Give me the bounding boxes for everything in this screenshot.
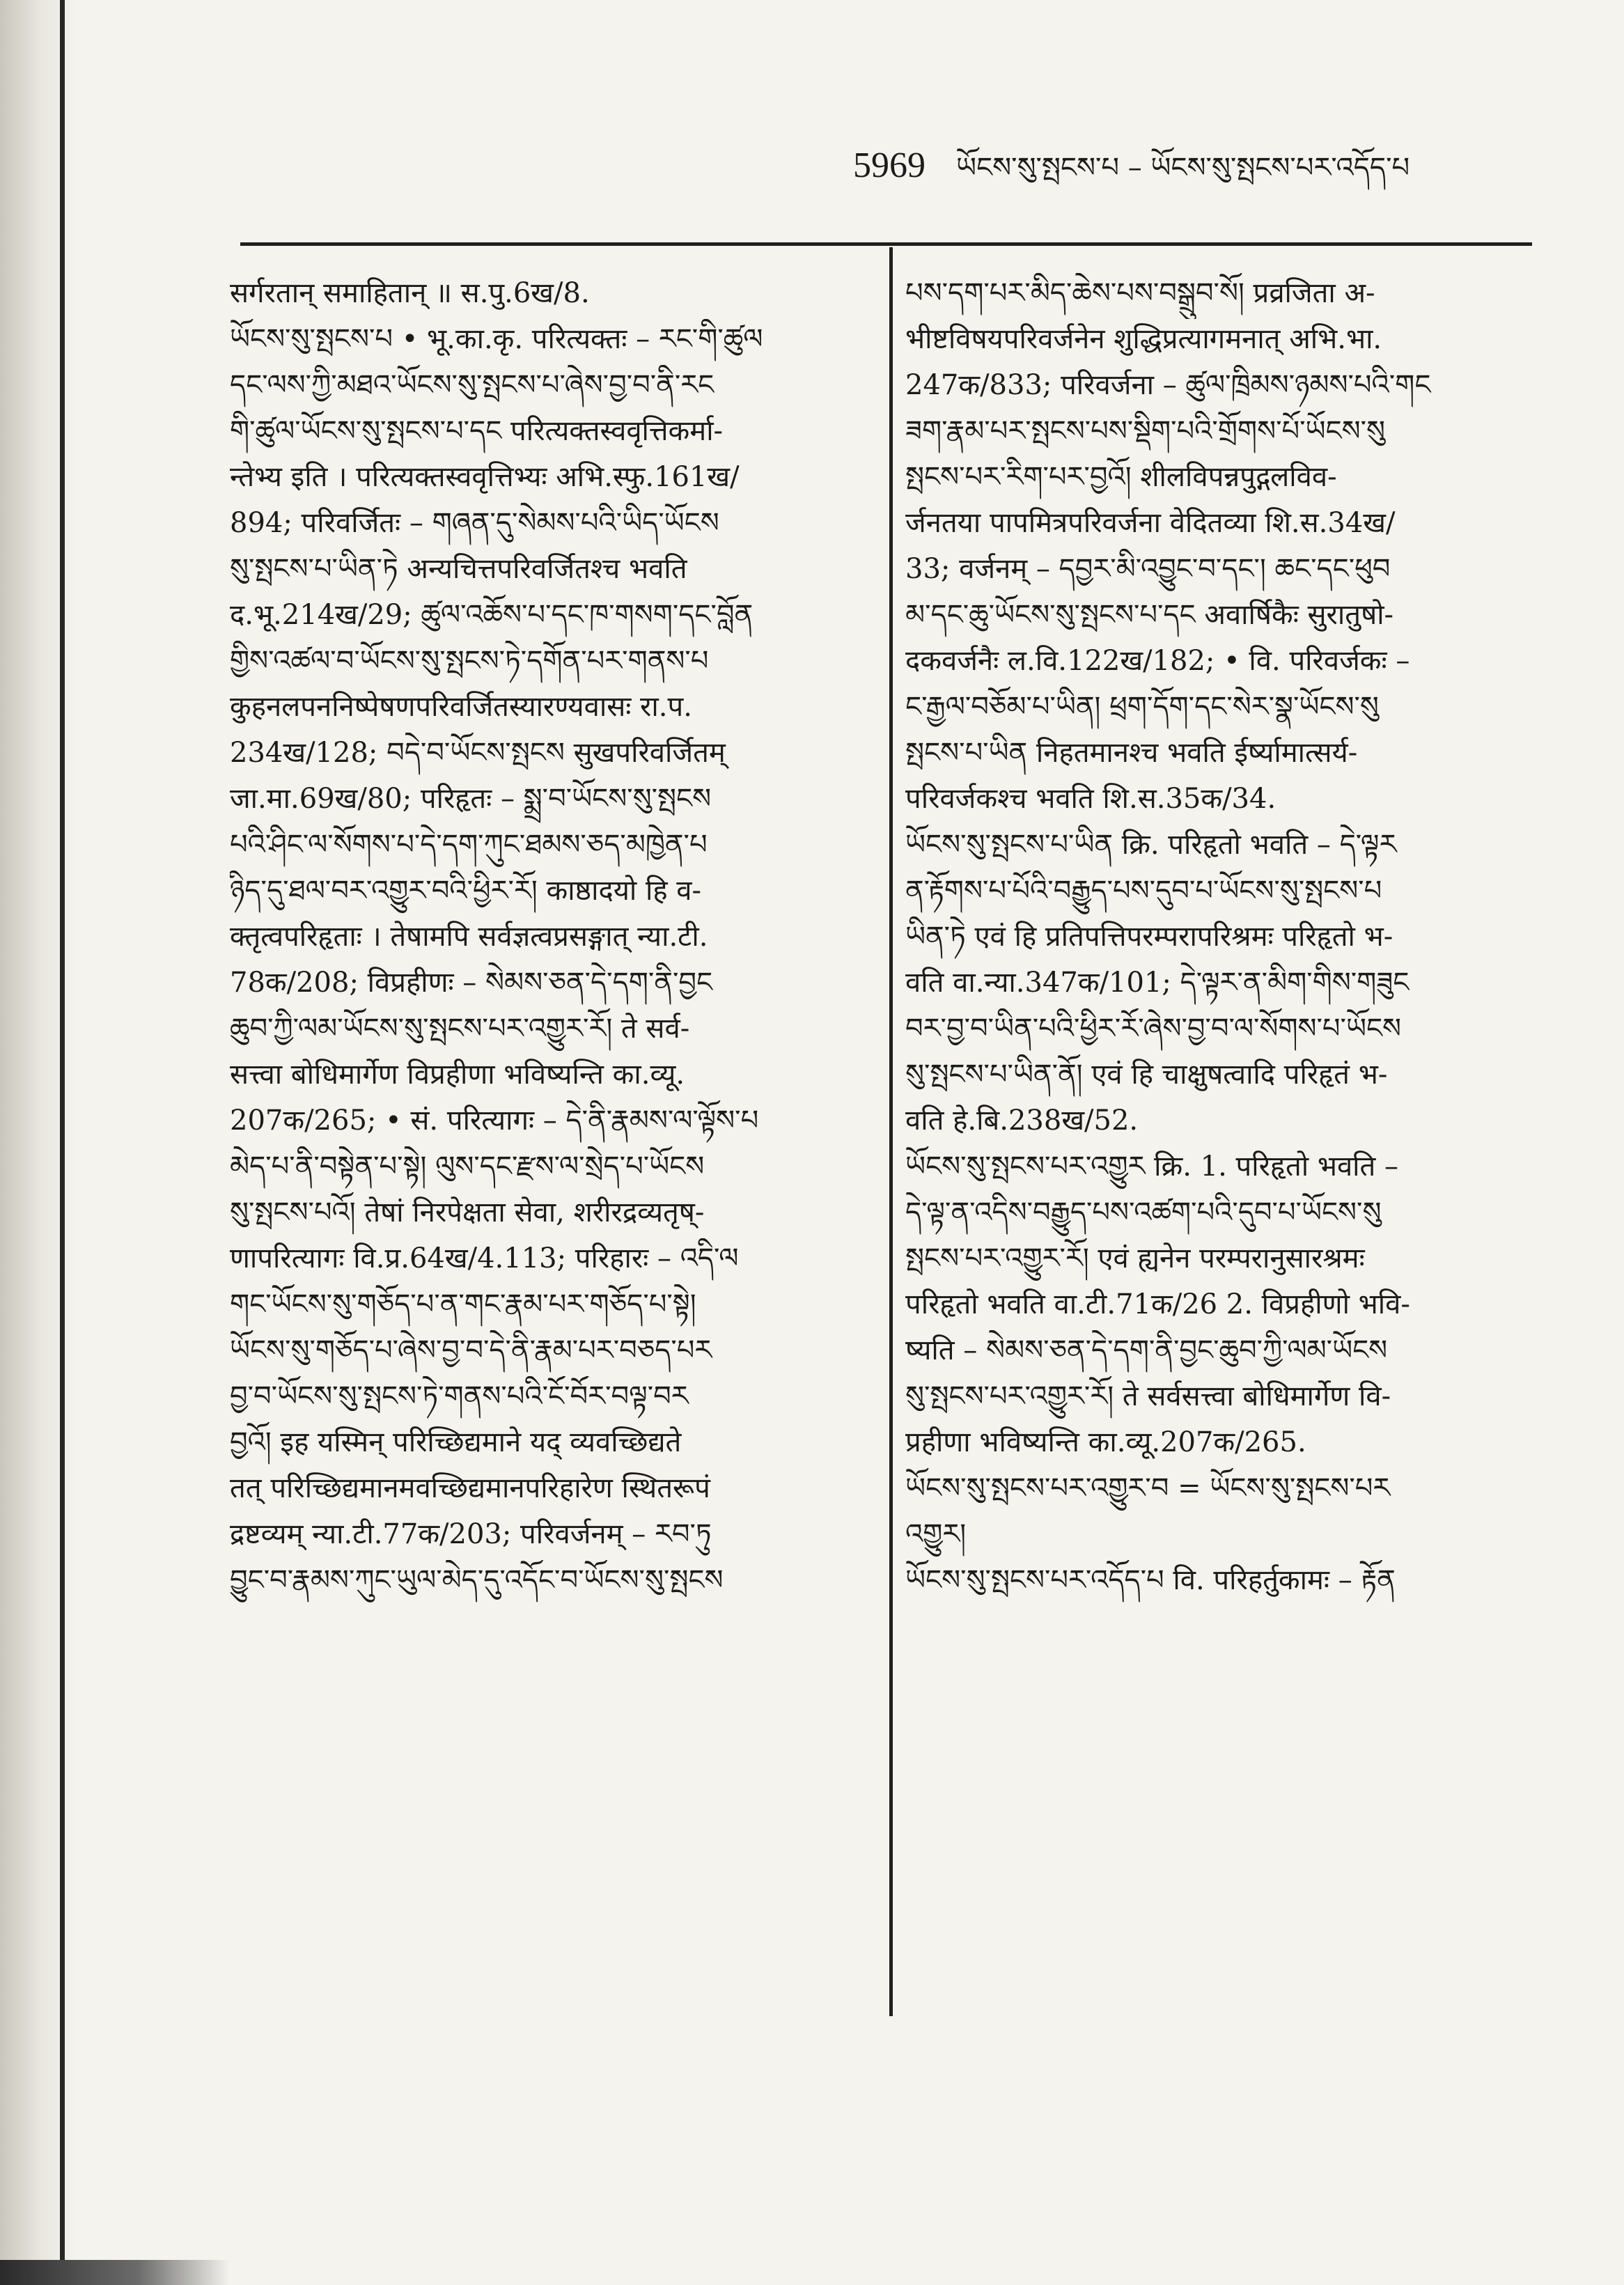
left-column-line: जा.मा.69ख/80; परिहृतः – སྨྲ་བ་ཡོངས་སུ་སྤངས bbox=[230, 783, 712, 815]
right-column-line: ཡིན་ཏེ एवं हि प्रतिपत्तिपरम्परापरिश्रमः परिहृतो भ- bbox=[905, 921, 1393, 953]
left-column-line: བྱུང་བ་རྣམས་ཀུང་ཡུལ་མེད་དུ་འདོང་བ་ཡོངས་སུ་སྤངས bbox=[230, 1564, 724, 1596]
right-column-line: 33; वर्जनम् – དབྱར་མི་འབྱུང་བ་དང་། ཆང་དང་ཕུབ bbox=[905, 553, 1391, 585]
right-column-line: वति हे.बि.238ख/52. bbox=[905, 1105, 1139, 1137]
left-column-line: द.भू.214ख/29; ཚུལ་འཆོས་པ་དང་ཁ་གསག་དང་བློན bbox=[230, 599, 754, 631]
left-column-line: སུ་སྤངས་པའོ། तेषां निरपेक्षता सेवा, शरीरद्रव्यतृष्- bbox=[230, 1196, 705, 1229]
left-column-line: བྱའོ། इह यस्मिन् परिच्छिद्यमाने यद् व्यवच्छिद्यते bbox=[230, 1426, 682, 1458]
left-column-line: सत्त्वा बोधिमार्गेण विप्रहीणा भविष्यन्ति का.व्यू. bbox=[230, 1059, 685, 1091]
page-number: 5969 bbox=[853, 146, 926, 185]
right-column-line: འགྱུར། bbox=[905, 1518, 967, 1550]
left-column-line: 234ख/128; བདེ་བ་ཡོངས་སྤངས सुखपरिवर्जितम् bbox=[230, 737, 726, 769]
running-head: ཡོངས་སུ་སྤངས་པ – ཡོངས་སུ་སྤངས་པར་འདོད་པ bbox=[956, 152, 1410, 184]
left-column-line: द्रष्टव्यम् न्या.टी.77क/203; परिवर्जनम् – རབ་ཏུ bbox=[230, 1518, 712, 1550]
left-column-line: सर्गरतान् समाहितान् ॥ स.पु.6ख/8. bbox=[230, 277, 590, 309]
left-column-line: ཡོངས་སུ་གཅོད་པ་ཞེས་བྱ་བ་དེ་ནི་རྣམ་པར་བཅད་པར bbox=[230, 1334, 712, 1366]
left-column-line: དང་ལས་ཀྱི་མཐའ་ཡོངས་སུ་སྤངས་པ་ཞེས་བྱ་བ་ནི་རང bbox=[230, 369, 715, 401]
right-column-line: ཟག་རྣམ་པར་སྤངས་པས་སྡིག་པའི་གྲོགས་པོ་ཡོངས་སུ bbox=[905, 415, 1385, 447]
right-column bbox=[905, 273, 1546, 1606]
right-column-line: र्जनतया पापमित्रपरिवर्जना वेदितव्या शि.स.34ख/ bbox=[905, 507, 1396, 539]
left-column-line: སུ་སྤངས་པ་ཡིན་ཏེ अन्यचित्तपरिवर्जितश्च भवति bbox=[230, 553, 687, 585]
right-column-line: भीष्टविषयपरिवर्जनेन शुद्धिप्रत्यागमनात् अभि.भा. bbox=[905, 323, 1382, 355]
left-column-line: क्तृत्वपरिहृताः । तेषामपि सर्वज्ञत्वप्रसङ्गात् न्या.टी. bbox=[230, 921, 708, 953]
left-column-line: ཡོངས་སུ་སྤངས་པ • भू.का.कृ. परित्यक्तः – རང་གི་ཚུལ bbox=[230, 323, 763, 355]
left-column-line: न्तेभ्य इति । परित्यक्तस्ववृत्तिभ्यः अभि.स्फु.161ख/ bbox=[230, 461, 740, 493]
right-column-line: 247क/833; परिवर्जना – ཚུལ་ཁྲིམས་ཉམས་པའི་གང bbox=[905, 369, 1431, 401]
right-column-line: སྤངས་པར་རིག་པར་བྱའོ། शीलविपन्नपुद्गलविव- bbox=[905, 461, 1337, 493]
right-column-line: परिवर्जकश्च भवति शि.स.35क/34. bbox=[905, 783, 1276, 815]
right-column-line: སྤངས་པ་ཡིན निहतमानश्च भवति ईर्ष्यामात्सर्य- bbox=[905, 737, 1358, 769]
header-rule bbox=[240, 242, 1532, 246]
left-column-line: 207क/265; • सं. परित्यागः – དེ་ནི་རྣམས་ལ་ལྟོས་པ bbox=[230, 1105, 759, 1137]
left-column-line: णापरित्यागः वि.प्र.64ख/4.113; परिहारः – འདི་ལ bbox=[230, 1242, 739, 1274]
page-binding-shadow bbox=[0, 0, 77, 2285]
right-column-line: སུ་སྤངས་པར་འགྱུར་རོ། ते सर्वसत्त्वा बोधिमार्गेण वि- bbox=[905, 1380, 1391, 1412]
right-column-line: परिहृतो भवति वा.टी.71क/26 2. विप्रहीणो भवि- bbox=[905, 1288, 1410, 1320]
left-column bbox=[230, 273, 867, 1606]
right-column-line: दकवर्जनैः ल.वि.122ख/182; • वि. परिवर्जकः – bbox=[905, 645, 1410, 677]
right-column-line: प्रहीणा भविष्यन्ति का.व्यू.207क/265. bbox=[905, 1426, 1306, 1458]
left-column-line: ཉིད་དུ་ཐལ་བར་འགྱུར་བའི་ཕྱིར་རོ། काष्ठादयो हि व- bbox=[230, 875, 702, 907]
right-column-line: སྤངས་པར་འགྱུར་རོ། एवं ह्यनेन परम्परानुसारश्रमः bbox=[905, 1242, 1365, 1274]
left-column-line: कुहनलपननिष्पेषणपरिवर्जितस्यारण्यवासः रा.प. bbox=[230, 691, 692, 723]
scan-shadow bbox=[0, 2260, 230, 2285]
right-column-line: ང་རྒྱལ་བཅོམ་པ་ཡིན། ཕྲག་དོག་དང་སེར་སྣ་ཡོངས་སུ bbox=[905, 691, 1379, 723]
left-column-line: གི་ཚུལ་ཡོངས་སུ་སྤངས་པ་དང परित्यक्तस्ववृत्तिकर्मा- bbox=[230, 415, 724, 447]
right-column-line: ན་རྟོགས་པ་པོའི་བརྒྱུད་པས་དུབ་པ་ཡོངས་སུ་སྤངས་པ bbox=[905, 875, 1382, 907]
left-column-line: བྱ་བ་ཡོངས་སུ་སྤངས་ཏེ་གནས་པའི་ངོ་བོར་བལྟ་བར bbox=[230, 1380, 689, 1412]
left-column-line: གྱིས་འཚལ་བ་ཡོངས་སུ་སྤངས་ཏེ་དགོན་པར་གནས་པ bbox=[230, 645, 709, 677]
column-divider bbox=[889, 247, 893, 2016]
right-column-line: ཡོངས་སུ་སྤངས་པ་ཡིན क्रि. परिहृतो भवति – དེ་ལྟར bbox=[905, 829, 1397, 861]
right-column-line: वति वा.न्या.347क/101; དེ་ལྟར་ན་མིག་གིས་གཟུང bbox=[905, 967, 1410, 999]
page-header bbox=[853, 136, 1556, 192]
right-column-line: དེ་ལྟ་ན་འདིས་བརྒྱུད་པས་འཚག་པའི་དུབ་པ་ཡོངས་སུ bbox=[905, 1196, 1382, 1229]
binding-edge-line bbox=[60, 0, 65, 2285]
left-column-line: 78क/208; विप्रहीणः – སེམས་ཅན་དེ་དག་ནི་བྱང bbox=[230, 967, 713, 999]
left-column-line: པའི་ཤིང་ལ་སོགས་པ་དེ་དག་ཀུང་ཐམས་ཅད་མཁྱེན་པ bbox=[230, 829, 708, 861]
right-column-line: ཡོངས་སུ་སྤངས་པར་འགྱུར་བ = ཡོངས་སུ་སྤངས་པར bbox=[905, 1472, 1391, 1504]
left-column-line: तत् परिच्छिद्यमानमवच्छिद्यमानपरिहारेण स्थितरूपं bbox=[230, 1472, 710, 1504]
right-column-line: པས་དག་པར་མིད་ཆེས་པས་བསྒྲུབ་སོ། प्रव्रजिता अ- bbox=[905, 277, 1375, 309]
left-column-line: 894; परिवर्जितः – གཞན་དུ་སེམས་པའི་ཡིད་ཡོངས bbox=[230, 507, 719, 539]
left-column-line: མེད་པ་ནི་བསྟེན་པ་སྟེ། ལུས་དང་རྫས་ལ་སྲེད་པ་ཡོངས bbox=[230, 1151, 705, 1183]
right-column-line: སུ་སྤངས་པ་ཡིན་ནོ། एवं हि चाक्षुषत्वादि परिहृतं भ- bbox=[905, 1059, 1388, 1091]
left-column-line: ཆུབ་ཀྱི་ལམ་ཡོངས་སུ་སྤངས་པར་འགྱུར་རོ། ते सर्व- bbox=[230, 1013, 690, 1045]
right-column-line: ष्यति – སེམས་ཅན་དེ་དག་ནི་བྱང་ཆུབ་ཀྱི་ལམ་ཡོངས bbox=[905, 1334, 1388, 1366]
right-column-line: ཡོངས་སུ་སྤངས་པར་འདོད་པ वि. परिहर्तुकामः – རྟོན bbox=[905, 1564, 1396, 1596]
left-column-line: གང་ཡོངས་སུ་གཅོད་པ་ན་གང་རྣམ་པར་གཅོད་པ་སྟེ། bbox=[230, 1288, 696, 1320]
right-column-line: ཡོངས་སུ་སྤངས་པར་འགྱུར क्रि. 1. परिहृतो भवति – bbox=[905, 1151, 1399, 1183]
right-column-line: བར་བྱ་བ་ཡིན་པའི་ཕྱིར་རོ་ཞེས་བྱ་བ་ལ་སོགས་པ་ཡོངས bbox=[905, 1013, 1402, 1045]
right-column-line: མ་དང་ཆུ་ཡོངས་སུ་སྤངས་པ་དང अवार्षिकैः सुरातुषो- bbox=[905, 599, 1394, 631]
